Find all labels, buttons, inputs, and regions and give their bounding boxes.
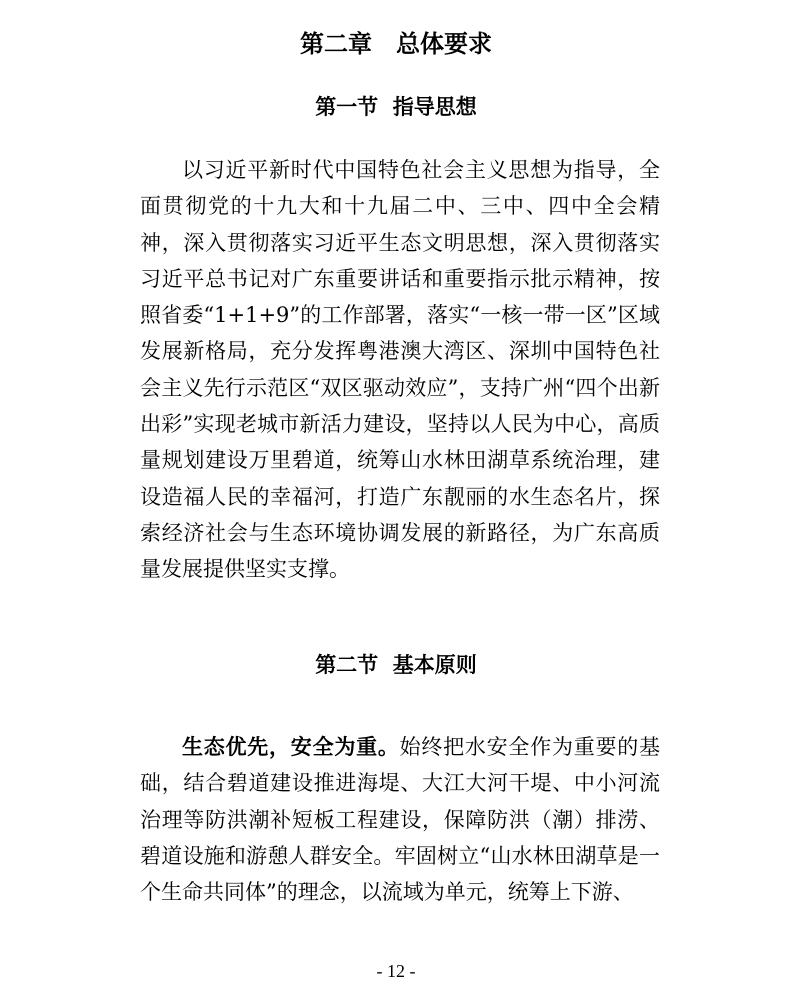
- page-number: - 12 -: [376, 961, 416, 981]
- paragraph-basic-principles: [140, 729, 660, 910]
- chapter-title: 第二章 总体要求: [300, 30, 492, 58]
- section-heading-basic-principles: 第二节 基本原则: [315, 652, 477, 677]
- paragraph-guiding-ideology: 以习近平新时代中国特色社会主义思想为指导，全面贯彻党的十九大和十九届二中、三中、四中全会精神，深入贯彻落实习近平生态文明思想，深入贯彻落实习近平总书记对广东重要讲话和重要指示批示精神，按照省委“1+1+9”的工作部署，落实“一核一带一区”区域发展新格局，充分发挥粤港澳大湾区、深圳中国特色社会主义先行示范区“双区驱动效应”，支持广州“四个出新出彩”实现老城市新活力建设，坚持以人民为中心，高质量规划建设万里碧道，统筹山水林田湖草系统治理，建设造福人民的幸福河，打造广东靓丽的水生态名片，探索经济社会与生态环境协调发展的新路径，为广东高质量发展提供坚实支撑。: [140, 158, 660, 582]
- section-heading-guiding-ideology: 第一节 指导思想: [315, 94, 477, 119]
- paragraph-body: 始终把水安全作为重要的基础，结合碧道建设推进海堤、大江大河干堤、中小河流治理等防洪潮补短板工程建设，保障防洪（潮）排涝、碧道设施和游憩人群安全。牢固树立“山水林田湖草是一个生命共同体”的理念，以流域为单元，统筹上下游、: [140, 735, 661, 905]
- paragraph-lead-bold: 生态优先，安全为重。: [182, 734, 400, 759]
